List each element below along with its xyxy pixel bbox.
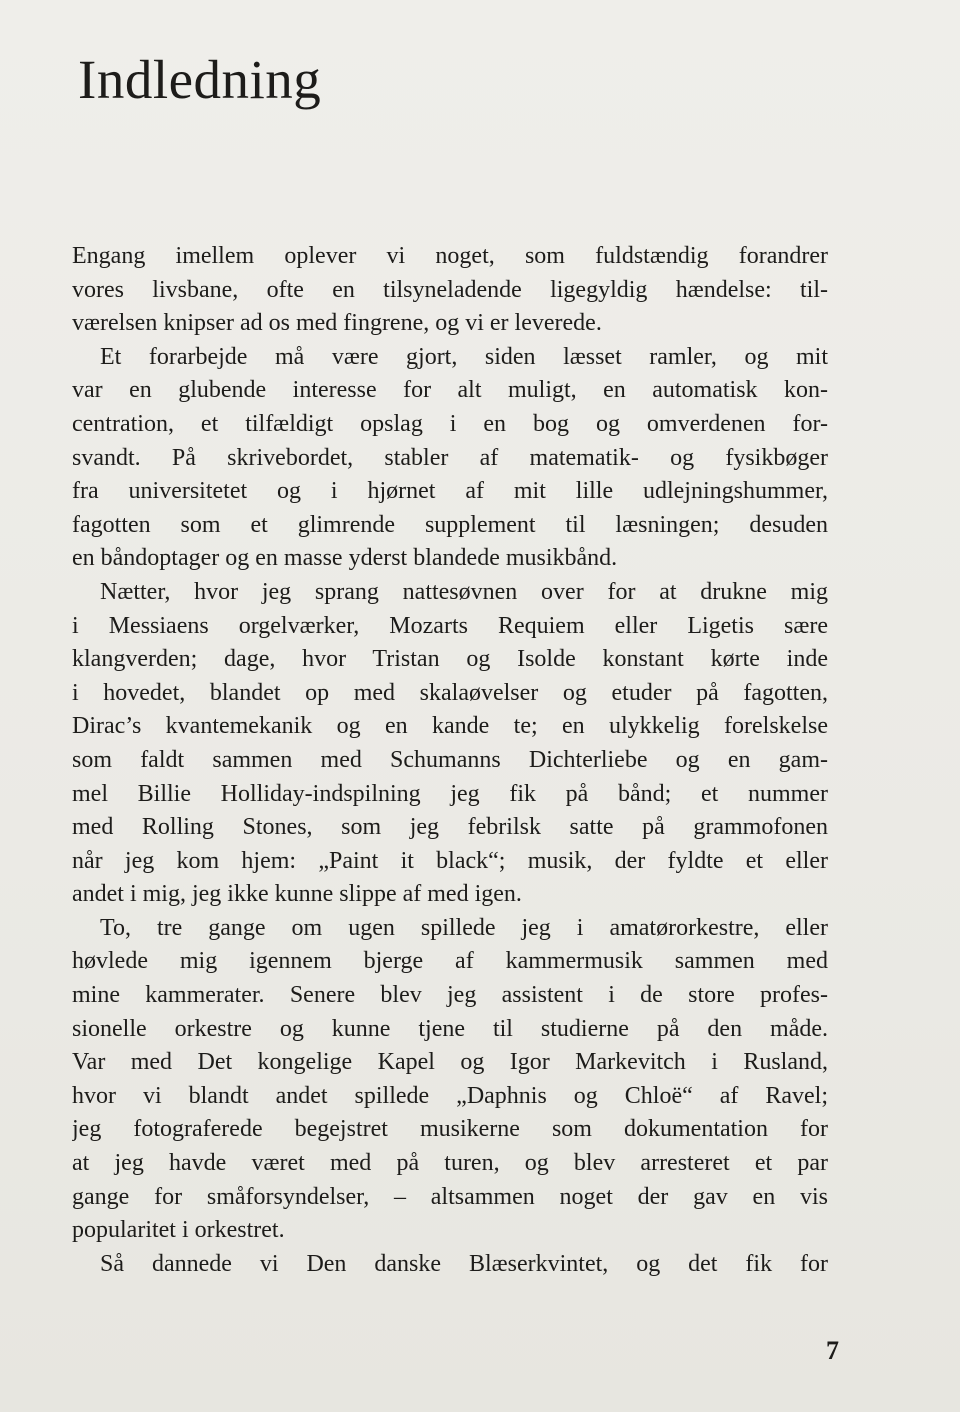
text-line: centration, et tilfældigt opslag i en bog og omverdenen for- xyxy=(72,410,828,437)
text-line: en båndoptager og en masse yderst blandede musikbånd. xyxy=(72,545,618,572)
text-line: Nætter, hvor jeg sprang nattesøvnen over for at drukne mig xyxy=(100,578,828,605)
text-line: svandt. På skrivebordet, stabler af matematik- og fysikbøger xyxy=(72,444,828,471)
page-number: 7 xyxy=(826,1336,839,1365)
text-line: vores livsbane, ofte en tilsyneladende ligegyldig hændelse: til- xyxy=(72,276,828,303)
text-line: Engang imellem oplever vi noget, som fuldstændig forandrer xyxy=(72,243,828,269)
text-line: hvor vi blandt andet spillede „Daphnis og Chloë“ af Ravel; xyxy=(72,1082,828,1109)
text-line: som faldt sammen med Schumanns Dichterliebe og en gam- xyxy=(72,746,828,773)
chapter-title: Indledning xyxy=(78,49,322,110)
text-line: gange for småforsyndelser, – altsammen noget der gav en vis xyxy=(72,1183,828,1210)
body-text xyxy=(72,240,828,1281)
text-line: Så dannede vi Den danske Blæserkvintet, og det fik for xyxy=(100,1250,828,1277)
paragraph xyxy=(72,240,828,341)
text-line: jeg fotograferede begejstret musikerne som dokumentation for xyxy=(72,1116,828,1143)
paragraph xyxy=(72,576,828,912)
text-line: værelsen knipser ad os med fingrene, og vi er leverede. xyxy=(72,310,602,337)
text-line: når jeg kom hjem: „Paint it black“; musik, der fyldte et eller xyxy=(72,847,828,874)
text-line: mine kammerater. Senere blev jeg assistent i de store profes- xyxy=(72,982,828,1009)
text-line: fra universitetet og i hjørnet af mit lille udlejningshummer, xyxy=(72,478,828,505)
text-line: var en glubende interesse for alt muligt, en automatisk kon- xyxy=(72,377,828,404)
text-line: i Messiaens orgelværker, Mozarts Requiem eller Ligetis sære xyxy=(72,612,828,639)
paragraph xyxy=(72,341,828,576)
text-line: at jeg havde været med på turen, og blev arresteret et par xyxy=(72,1150,828,1177)
paragraph xyxy=(72,1248,828,1282)
text-line: fagotten som et glimrende supplement til læsningen; desuden xyxy=(72,511,828,538)
text-line: andet i mig, jeg ikke kunne slippe af med igen. xyxy=(72,881,522,908)
text-line: To, tre gange om ugen spillede jeg i amatørorkestre, eller xyxy=(100,914,828,941)
text-line: i hovedet, blandet op med skalaøvelser og etuder på fagotten, xyxy=(72,679,828,706)
text-line: popularitet i orkestret. xyxy=(72,1217,285,1244)
text-line: sionelle orkestre og kunne tjene til studierne på den måde. xyxy=(72,1015,828,1042)
text-line: med Rolling Stones, som jeg febrilsk satte på grammofonen xyxy=(72,814,828,841)
text-line: Dirac’s kvantemekanik og en kande te; en ulykkelig forelskelse xyxy=(72,713,828,740)
text-line: Et forarbejde må være gjort, siden læsset ramler, og mit xyxy=(100,343,828,370)
text-line: høvlede mig igennem bjerge af kammermusik sammen med xyxy=(72,948,828,975)
text-line: Var med Det kongelige Kapel og Igor Markevitch i Rusland, xyxy=(72,1049,828,1076)
text-line: klangverden; dage, hvor Tristan og Isolde konstant kørte inde xyxy=(72,646,828,673)
text-line: mel Billie Holliday-indspilning jeg fik på bånd; et nummer xyxy=(72,780,828,807)
paragraph xyxy=(72,912,828,1248)
